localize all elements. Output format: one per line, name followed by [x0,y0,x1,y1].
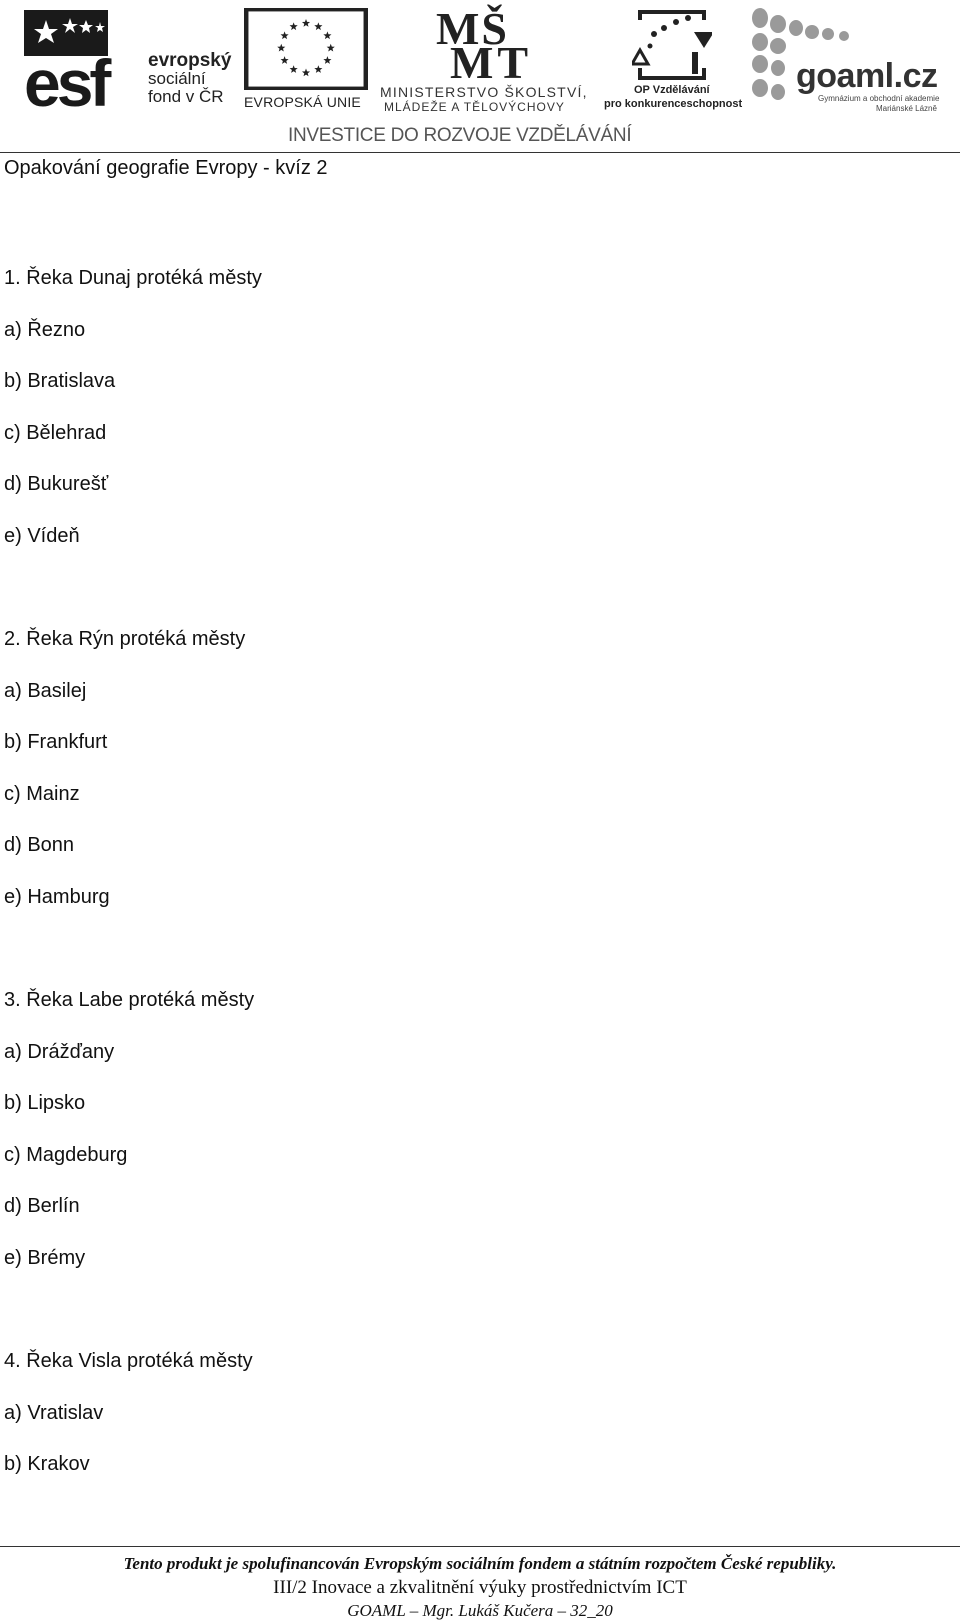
question-text: 1. Řeka Dunaj protéká městy [4,267,262,289]
answer-option: a) Basilej [4,679,87,702]
msmt-line1: MINISTERSTVO ŠKOLSTVÍ, [380,84,588,100]
eu-logo [244,8,370,112]
esf-logo [22,8,232,112]
footer-line3: GOAML – Mgr. Lukáš Kučera – 32_20 [347,1601,613,1620]
esf-line1: evropský [148,50,232,71]
op-logo [604,8,743,112]
msmt-line2: MLÁDEŽE A TĚLOVÝCHOVY [384,100,565,114]
answer-option: e) Brémy [4,1247,86,1269]
msmt-mark-icon: MŠ [436,3,509,54]
answer-option: c) Bělehrad [4,421,107,444]
op-logo-mark-icon [632,8,712,82]
footer-line1: Tento produkt je spolufinancován Evropským sociálním fondem a státním rozpočtem České republiky. [123,1554,837,1573]
document-title: Opakování geografie Evropy - kvíz 2 [4,157,328,179]
answer-option: d) Bukurešť [4,473,109,496]
answer-option: b) Bratislava [4,370,116,393]
goaml-sub2: Mariánské Lázně [876,104,937,113]
page-header [0,0,960,156]
esf-logo-mark-icon [24,10,138,110]
answer-option: a) Vratislav [4,1401,104,1424]
answer-option: c) Mainz [4,782,80,805]
goaml-sub1: Gymnázium a obchodní akademie [818,94,940,103]
question-text: 2. Řeka Rýn protéká městy [4,628,246,650]
eu-caption: EVROPSKÁ UNIE [244,94,361,110]
answer-option: b) Lipsko [4,1092,86,1115]
op-line1: OP Vzdělávání [634,84,710,96]
esf-line2: sociální [148,69,206,88]
question-text: 3. Řeka Labe protéká městy [4,989,255,1011]
esf-line3: fond v ČR [148,87,224,106]
answer-option: a) Řezno [4,318,86,341]
answer-option: e) Vídeň [4,525,80,547]
op-line2: pro konkurenceschopnost [604,98,743,110]
svg-text:esf: esf [24,46,108,110]
answer-option: b) Frankfurt [4,731,108,754]
answer-option: e) Hamburg [4,886,110,908]
msmt-mark-icon-lower: MT [450,37,533,88]
eu-flag-icon [244,8,368,90]
answer-option: c) Magdeburg [4,1143,128,1166]
goaml-logo [750,6,940,113]
answer-option: b) Krakov [4,1453,90,1476]
answer-option: d) Berlín [4,1195,80,1218]
header-tagline: INVESTICE DO ROZVOJE VZDĚLÁVÁNÍ [288,125,632,146]
answer-option: d) Bonn [4,834,75,857]
footer-divider [0,1546,960,1547]
header-divider [0,152,960,153]
answer-option: a) Drážďany [4,1040,115,1063]
msmt-logo [380,3,602,114]
goaml-name: goaml.cz [796,57,938,95]
footer-line2: III/2 Inovace a zkvalitnění výuky prostřednictvím ICT [273,1577,687,1598]
question-text: 4. Řeka Visla protéká městy [4,1350,253,1372]
